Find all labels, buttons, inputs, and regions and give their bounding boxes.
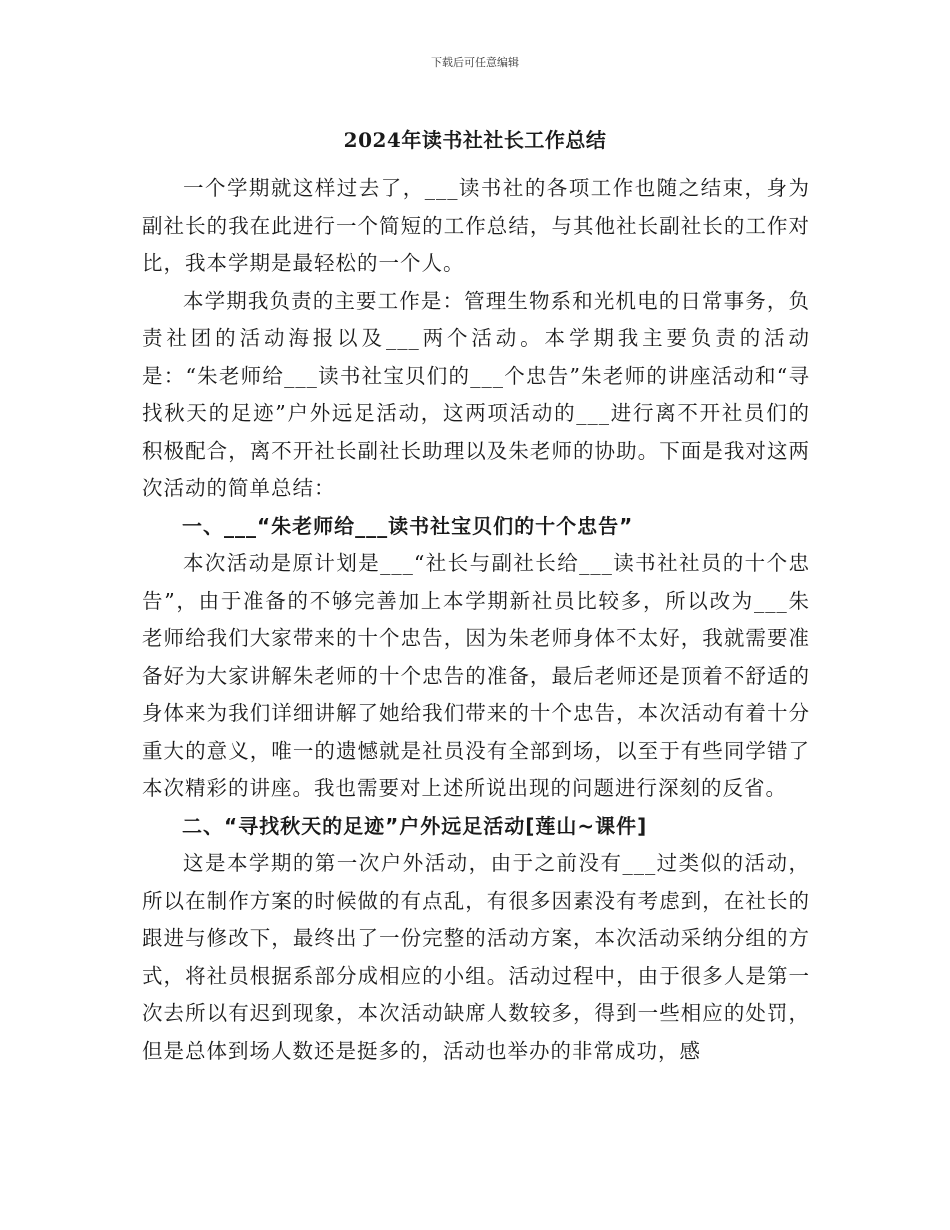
section-heading-2: 二、“寻找秋天的足迹”户外远足活动[莲山~课件] (182, 813, 648, 838)
document-body (142, 170, 810, 1070)
paragraph-section-2: 这是本学期的第一次户外活动，由于之前没有___过类似的活动，所以在制作方案的时候做的有点乱，有很多因素没有考虑到，在社长的跟进与修改下，最终出了一份完整的活动方案，本次活动采纳分组的方式，将社员根据系部分成相应的小组。活动过程中，由于很多人是第一次去所以有迟到现象，本次活动缺席人数较多，得到一些相应的处罚，但是总体到场人数还是挺多的，活动也举办的非常成功，感 (142, 851, 810, 1063)
section-heading-1: 一、___“朱老师给___读书社宝贝们的十个忠告” (182, 513, 634, 538)
paragraph-section-1: 本次活动是原计划是___“社长与副社长给___读书社社员的十个忠告”，由于准备的不够完善加上本学期新社员比较多，所以改为___朱老师给我们大家带来的十个忠告，因为朱老师身体不太好，我就需要准备好为大家讲解朱老师的十个忠告的准备，最后老师还是顶着不舒适的身体来为我们详细讲解了她给我们带来的十个忠告，本次活动有着十分重大的意义，唯一的遗憾就是社员没有全部到场，以至于有些同学错了本次精彩的讲座。我也需要对上述所说出现的问题进行深刻的反省。 (142, 551, 810, 800)
header-note: 下载后可任意编辑 (431, 56, 519, 69)
paragraph-intro: 一个学期就这样过去了，___读书社的各项工作也随之结束，身为副社长的我在此进行一个简短的工作总结，与其他社长副社长的工作对比，我本学期是最轻松的一个人。 (142, 176, 810, 275)
document-title: 2024年读书社社长工作总结 (343, 128, 607, 152)
paragraph-responsibilities: 本学期我负责的主要工作是：管理生物系和光机电的日常事务，负责社团的活动海报以及___两个活动。本学期我主要负责的活动是：“朱老师给___读书社宝贝们的___个忠告”朱老师的讲座活动和“寻找秋天的足迹”户外远足活动，这两项活动的___进行离不开社员们的积极配合，离不开社长副社长助理以及朱老师的协助。下面是我对这两次活动的简单总结： (142, 288, 810, 500)
